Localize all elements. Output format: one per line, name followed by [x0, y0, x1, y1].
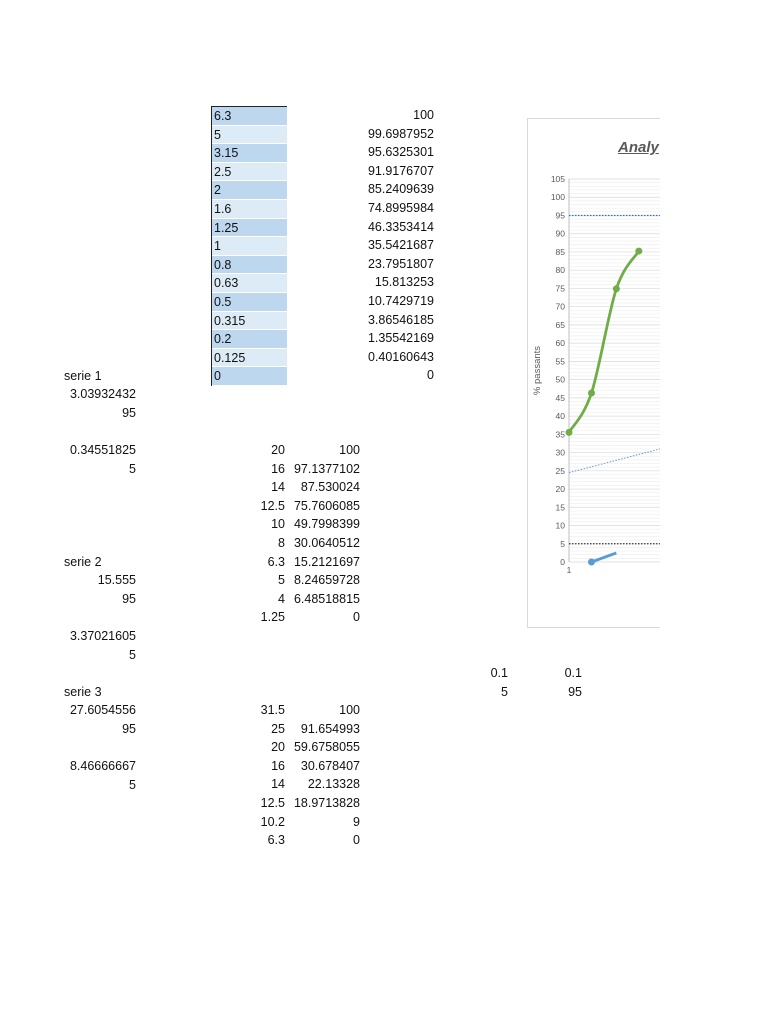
passing-cell[interactable]: 23.7951807 — [367, 256, 434, 271]
table3-size-cell[interactable]: 12.5 — [260, 796, 285, 810]
y-tick-label: 35 — [555, 429, 565, 440]
y-tick-label: 40 — [555, 411, 565, 422]
table3-size-cell[interactable]: 25 — [271, 721, 285, 736]
y-tick-label: 80 — [555, 265, 565, 276]
grading-chart[interactable] — [527, 118, 660, 628]
data-point — [613, 285, 620, 292]
table2-passing-cell[interactable]: 87.530024 — [300, 480, 360, 495]
serie3-value-3[interactable]: 8.46666667 — [69, 759, 136, 773]
extra-r1-c1[interactable]: 0.1 — [490, 666, 508, 680]
serie1-value-4[interactable]: 5 — [129, 462, 136, 476]
serie1-value-1[interactable]: 3.03932432 — [69, 387, 136, 401]
serie3-label[interactable]: serie 3 — [64, 685, 102, 699]
y-tick-label: 60 — [555, 338, 565, 349]
table2-passing-cell[interactable]: 8.24659728 — [293, 573, 360, 588]
sieve-size-cell[interactable]: 0.5 — [212, 293, 287, 312]
table2-size-cell[interactable]: 20 — [271, 443, 285, 457]
table2-passing-cell[interactable]: 30.0640512 — [293, 536, 360, 550]
table2-size-cell[interactable]: 5 — [278, 573, 285, 588]
y-tick-label: 100 — [550, 192, 565, 203]
passing-cell[interactable]: 0 — [427, 368, 434, 383]
table2-size-cell[interactable]: 8 — [278, 536, 285, 550]
serie1-value-3[interactable]: 0.34551825 — [69, 443, 136, 457]
chart-title: Analy — [618, 139, 659, 156]
table2-passing-cell[interactable]: 97.1377102 — [293, 461, 360, 476]
table2-passing-cell[interactable]: 0 — [353, 610, 360, 625]
table2-size-cell[interactable]: 4 — [278, 591, 285, 606]
serie2-value-3[interactable]: 3.37021605 — [69, 629, 136, 643]
y-tick-label: 45 — [555, 392, 565, 403]
table2-size-cell[interactable]: 10 — [271, 517, 285, 532]
data-point — [588, 389, 595, 396]
serie1-value-2[interactable]: 95 — [122, 406, 136, 420]
y-tick-label: 70 — [555, 301, 565, 312]
table3-size-cell[interactable]: 20 — [271, 740, 285, 755]
y-tick-label: 75 — [555, 283, 565, 294]
serie2-value-1[interactable]: 15.555 — [97, 573, 136, 587]
table2-size-cell[interactable]: 12.5 — [260, 498, 285, 513]
serie2-value-2[interactable]: 95 — [122, 592, 136, 606]
serie1-label[interactable]: serie 1 — [64, 369, 102, 383]
sieve-size-cell[interactable]: 6.3 — [212, 107, 287, 126]
table3-passing-cell[interactable]: 22.13328 — [307, 777, 360, 792]
data-point — [588, 559, 595, 566]
table3-size-cell[interactable]: 31.5 — [260, 703, 285, 717]
passing-cell[interactable]: 15.813253 — [374, 275, 434, 290]
serie2-label[interactable]: serie 2 — [64, 555, 102, 569]
table2-size-cell[interactable]: 16 — [271, 461, 285, 476]
y-tick-label: 30 — [555, 447, 565, 458]
y-tick-label: 15 — [555, 502, 565, 513]
y-tick-label: 55 — [555, 356, 565, 367]
sieve-size-cell[interactable]: 1.25 — [212, 219, 287, 238]
y-tick-label: 25 — [555, 465, 565, 476]
passing-cell[interactable]: 95.6325301 — [367, 145, 434, 160]
sieve-size-cell[interactable]: 0.63 — [212, 274, 287, 293]
sieve-size-cell[interactable]: 3.15 — [212, 144, 287, 163]
y-tick-label: 65 — [555, 319, 565, 330]
extra-r1-c2[interactable]: 0.1 — [564, 666, 582, 680]
sieve-size-column — [211, 106, 287, 386]
sieve-size-cell[interactable]: 0.8 — [212, 256, 287, 275]
serie3-value-1[interactable]: 27.6054556 — [69, 703, 136, 717]
serie2-value-4[interactable]: 5 — [129, 648, 136, 662]
series-line-1 — [591, 553, 616, 562]
sieve-size-cell[interactable]: 0 — [212, 367, 287, 386]
table2-passing-cell[interactable]: 75.7606085 — [293, 498, 360, 513]
table3-passing-cell[interactable]: 0 — [353, 833, 360, 848]
sieve-size-cell[interactable]: 0.125 — [212, 349, 287, 368]
sieve-size-cell[interactable]: 1 — [212, 237, 287, 256]
passing-cell[interactable]: 3.86546185 — [367, 312, 434, 327]
sieve-size-cell[interactable]: 0.2 — [212, 330, 287, 349]
extra-r2-c1[interactable]: 5 — [501, 685, 508, 699]
data-point — [566, 429, 573, 436]
passing-cell[interactable]: 1.35542169 — [367, 331, 434, 346]
table3-size-cell[interactable]: 10.2 — [260, 814, 285, 829]
sieve-size-cell[interactable]: 2.5 — [212, 163, 287, 182]
table2-size-cell[interactable]: 6.3 — [267, 554, 285, 569]
table2-passing-cell[interactable]: 49.7998399 — [293, 517, 360, 532]
y-tick-label: 50 — [555, 374, 565, 385]
chart-plot — [528, 119, 660, 627]
table3-passing-cell[interactable]: 59.6758055 — [293, 740, 360, 755]
passing-cell[interactable]: 46.3353414 — [367, 219, 434, 234]
table3-passing-cell[interactable]: 18.9713828 — [293, 796, 360, 810]
y-tick-label: 85 — [555, 246, 565, 257]
passing-cell[interactable]: 35.5421687 — [367, 238, 434, 253]
serie3-value-4[interactable]: 5 — [129, 778, 136, 792]
table2-size-cell[interactable]: 14 — [271, 480, 285, 495]
x-tick-label: 1 — [566, 565, 572, 575]
y-tick-label: 10 — [555, 520, 565, 531]
table2-size-cell[interactable]: 1.25 — [260, 610, 285, 625]
passing-cell[interactable]: 91.9176707 — [367, 163, 434, 178]
serie3-value-2[interactable]: 95 — [122, 722, 136, 736]
passing-cell[interactable]: 85.2409639 — [367, 182, 434, 197]
data-point — [635, 248, 642, 255]
table3-size-cell[interactable]: 6.3 — [267, 833, 285, 848]
table3-passing-cell[interactable]: 9 — [353, 814, 360, 829]
y-tick-label: 105 — [550, 174, 565, 184]
table3-passing-cell[interactable]: 30.678407 — [300, 758, 360, 773]
table3-size-cell[interactable]: 14 — [271, 777, 285, 792]
passing-cell[interactable]: 100 — [413, 108, 434, 122]
extra-r2-c2[interactable]: 95 — [568, 685, 582, 699]
sieve-size-cell[interactable]: 2 — [212, 181, 287, 200]
table3-size-cell[interactable]: 16 — [271, 758, 285, 773]
passing-cell[interactable]: 10.7429719 — [367, 294, 434, 308]
y-tick-label: 5 — [560, 538, 565, 549]
y-tick-label: 90 — [555, 228, 565, 239]
sieve-size-cell[interactable]: 1.6 — [212, 200, 287, 219]
y-tick-label: 95 — [555, 210, 565, 221]
passing-cell[interactable]: 99.6987952 — [367, 126, 434, 141]
y-axis-label: % passants — [532, 345, 543, 396]
y-tick-label: 20 — [555, 484, 565, 495]
table3-passing-cell[interactable]: 91.654993 — [300, 721, 360, 736]
passing-cell[interactable]: 0.40160643 — [367, 349, 434, 364]
table2-passing-cell[interactable]: 6.48518815 — [293, 591, 360, 606]
table3-passing-cell[interactable]: 100 — [339, 703, 360, 717]
table2-passing-cell[interactable]: 100 — [339, 443, 360, 457]
passing-cell[interactable]: 74.8995984 — [367, 201, 434, 215]
sieve-size-cell[interactable]: 5 — [212, 126, 287, 145]
sieve-size-cell[interactable]: 0.315 — [212, 312, 287, 331]
y-tick-label: 0 — [560, 557, 565, 567]
table2-passing-cell[interactable]: 15.2121697 — [293, 554, 360, 569]
